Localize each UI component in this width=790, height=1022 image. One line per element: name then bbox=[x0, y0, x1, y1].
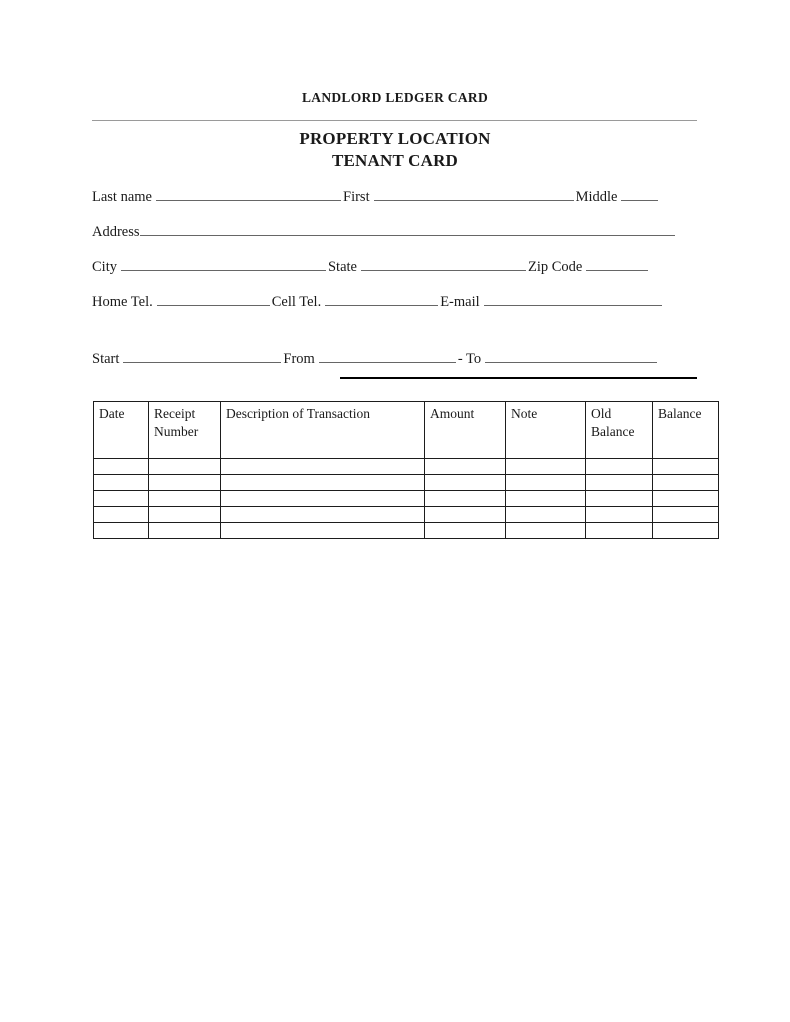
cell-amount[interactable] bbox=[425, 459, 506, 475]
column-header-receipt-number bbox=[149, 402, 221, 459]
cell-balance[interactable] bbox=[653, 475, 719, 491]
column-header-old-balance bbox=[586, 402, 653, 459]
cell-date[interactable] bbox=[94, 507, 149, 523]
cell-receipt-number[interactable] bbox=[149, 507, 221, 523]
address-input[interactable] bbox=[140, 221, 675, 236]
cell-date[interactable] bbox=[94, 523, 149, 539]
state-input[interactable] bbox=[361, 256, 526, 271]
label-home-tel: Home Tel. bbox=[92, 294, 153, 310]
label-first-name: First bbox=[343, 189, 370, 205]
cell-date[interactable] bbox=[94, 491, 149, 507]
home-tel-input[interactable] bbox=[157, 291, 270, 306]
document-header-title: LANDLORD LEDGER CARD bbox=[301, 90, 488, 105]
table-row[interactable] bbox=[94, 507, 719, 523]
cell-balance[interactable] bbox=[653, 459, 719, 475]
column-header-date: Date bbox=[94, 402, 149, 459]
cell-receipt-number[interactable] bbox=[149, 523, 221, 539]
label-from: From bbox=[283, 351, 315, 367]
subtitle-tenant-card: TENANT CARD bbox=[331, 151, 459, 170]
middle-name-input[interactable] bbox=[621, 186, 658, 201]
cell-amount[interactable] bbox=[425, 507, 506, 523]
cell-amount[interactable] bbox=[425, 523, 506, 539]
cell-description[interactable] bbox=[221, 523, 425, 539]
form-row-city-state-zip bbox=[92, 256, 697, 291]
cell-old-balance[interactable] bbox=[586, 523, 653, 539]
column-header-description: Description of Transaction bbox=[221, 402, 425, 459]
cell-note[interactable] bbox=[506, 475, 586, 491]
cell-note[interactable] bbox=[506, 523, 586, 539]
page-title bbox=[0, 128, 790, 172]
label-state: State bbox=[327, 259, 357, 275]
label-address: Address bbox=[92, 224, 140, 240]
cell-receipt-number[interactable] bbox=[149, 459, 221, 475]
cell-description[interactable] bbox=[221, 491, 425, 507]
last-name-input[interactable] bbox=[156, 186, 341, 201]
label-cell-tel: Cell Tel. bbox=[271, 294, 322, 310]
ledger-table bbox=[93, 401, 719, 539]
label-last-name: Last name bbox=[92, 189, 152, 205]
cell-old-balance[interactable] bbox=[586, 459, 653, 475]
receipt-header-line2: Number bbox=[154, 424, 199, 439]
column-header-balance: Balance bbox=[653, 402, 719, 459]
cell-amount[interactable] bbox=[425, 475, 506, 491]
column-header-amount: Amount bbox=[425, 402, 506, 459]
term-underline-rule bbox=[340, 377, 697, 379]
label-start: Start bbox=[92, 351, 120, 367]
form-row-spacer bbox=[92, 326, 697, 348]
cell-note[interactable] bbox=[506, 459, 586, 475]
table-row[interactable] bbox=[94, 523, 719, 539]
cell-old-balance[interactable] bbox=[586, 475, 653, 491]
label-middle-name: Middle bbox=[575, 189, 618, 205]
zip-code-input[interactable] bbox=[586, 256, 648, 271]
cell-receipt-number[interactable] bbox=[149, 491, 221, 507]
form-row-address bbox=[92, 221, 697, 256]
cell-receipt-number[interactable] bbox=[149, 475, 221, 491]
subtitle-property-location: PROPERTY LOCATION bbox=[299, 129, 491, 148]
label-city: City bbox=[92, 259, 117, 275]
cell-description[interactable] bbox=[221, 507, 425, 523]
form-row-name bbox=[92, 186, 697, 221]
cell-old-balance[interactable] bbox=[586, 507, 653, 523]
label-email: E-mail bbox=[440, 294, 480, 310]
cell-description[interactable] bbox=[221, 475, 425, 491]
form-row-contact bbox=[92, 291, 697, 326]
cell-balance[interactable] bbox=[653, 507, 719, 523]
label-zip-code: Zip Code bbox=[527, 259, 583, 275]
cell-note[interactable] bbox=[506, 491, 586, 507]
cell-balance[interactable] bbox=[653, 491, 719, 507]
table-header-row bbox=[94, 402, 719, 459]
cell-old-balance[interactable] bbox=[586, 491, 653, 507]
table-row[interactable] bbox=[94, 491, 719, 507]
city-input[interactable] bbox=[121, 256, 326, 271]
table-row[interactable] bbox=[94, 475, 719, 491]
receipt-header-line1: Receipt bbox=[154, 406, 196, 421]
cell-note[interactable] bbox=[506, 507, 586, 523]
old-balance-header-line1: Old bbox=[591, 406, 612, 421]
first-name-input[interactable] bbox=[374, 186, 574, 201]
old-balance-header-line2: Balance bbox=[591, 424, 635, 439]
from-input[interactable] bbox=[319, 348, 456, 363]
label-to: - To bbox=[457, 351, 482, 367]
cell-amount[interactable] bbox=[425, 491, 506, 507]
cell-description[interactable] bbox=[221, 459, 425, 475]
start-input[interactable] bbox=[123, 348, 281, 363]
title-divider-rule bbox=[92, 120, 697, 121]
table-row[interactable] bbox=[94, 459, 719, 475]
to-input[interactable] bbox=[485, 348, 657, 363]
email-input[interactable] bbox=[484, 291, 662, 306]
ledger-table-body bbox=[94, 459, 719, 539]
cell-date[interactable] bbox=[94, 475, 149, 491]
cell-tel-input[interactable] bbox=[325, 291, 438, 306]
cell-balance[interactable] bbox=[653, 523, 719, 539]
tenant-form bbox=[92, 186, 697, 383]
column-header-note: Note bbox=[506, 402, 586, 459]
cell-date[interactable] bbox=[94, 459, 149, 475]
